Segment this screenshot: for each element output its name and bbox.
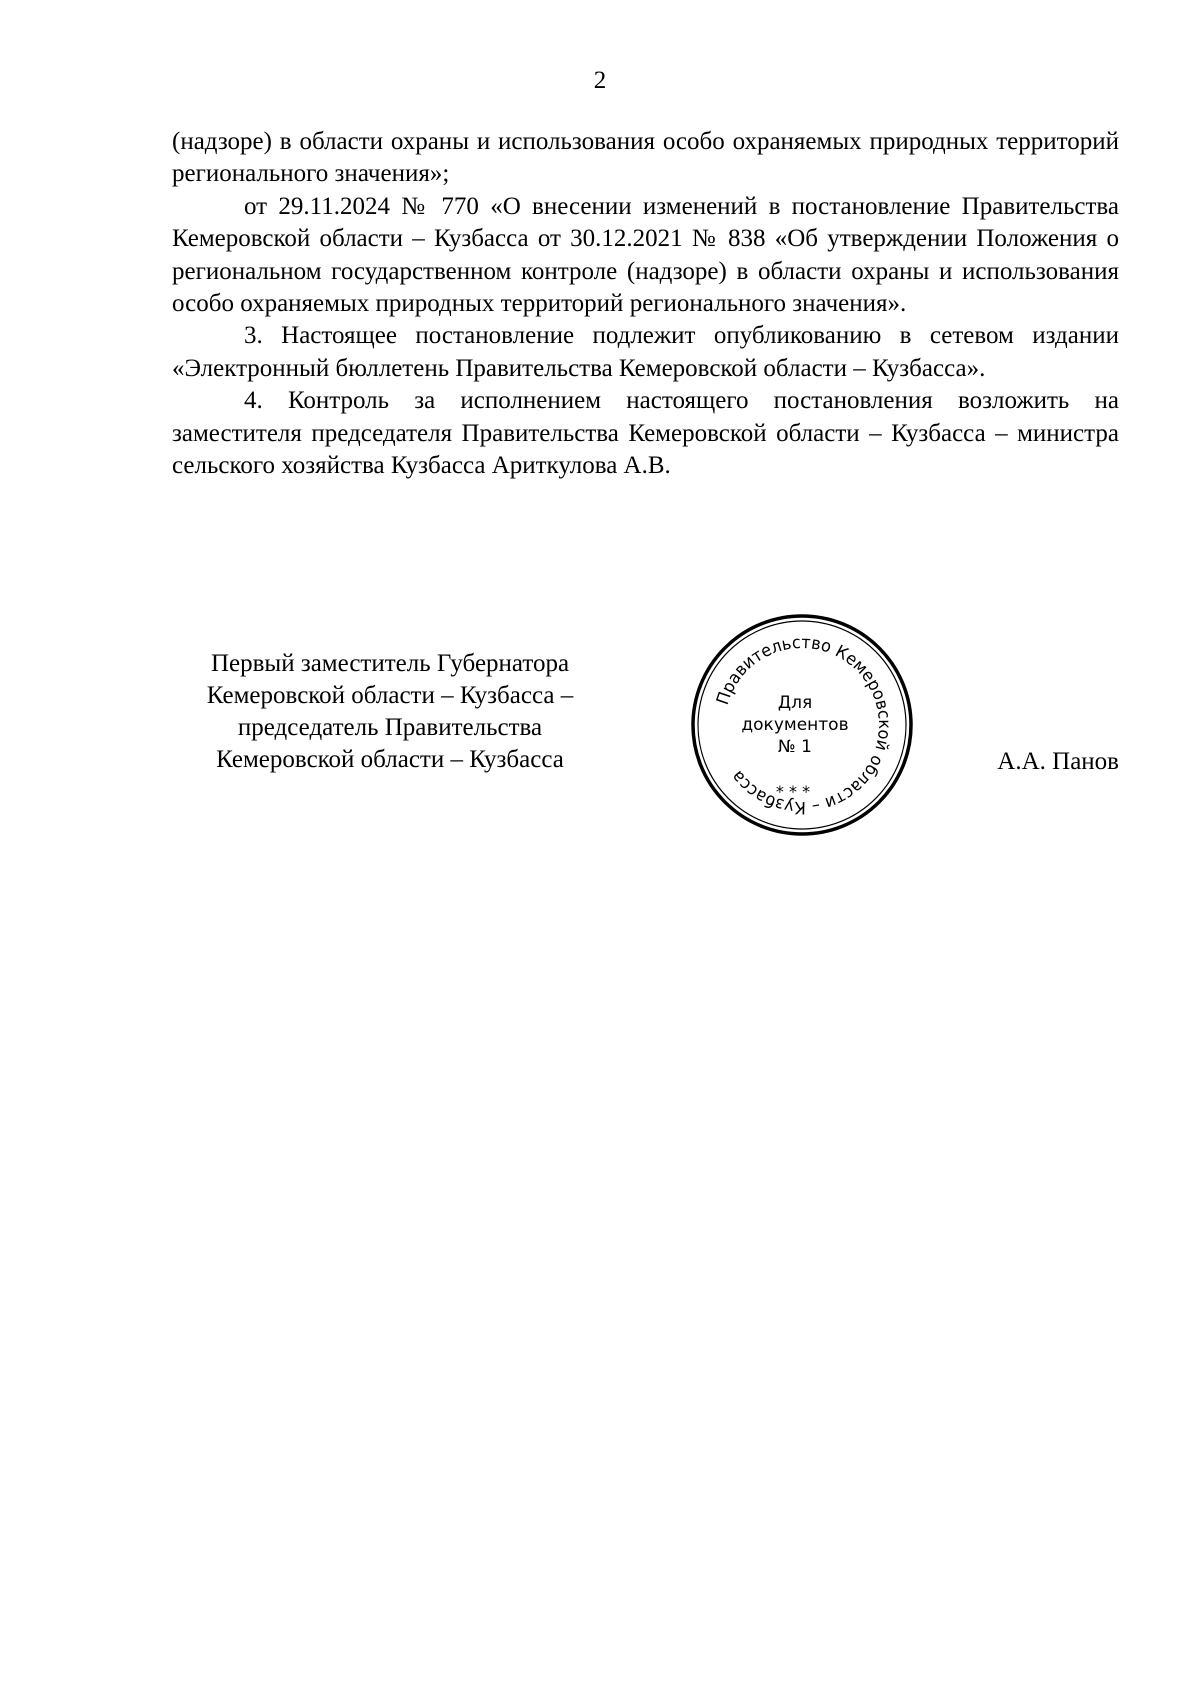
paragraph-item-3: 3. Настоящее постановление подлежит опубликованию в сетевом издании «Электронный бюллетень Правительства Кемеровской области – Кузбасса». (172, 322, 1119, 382)
signatory-title (160, 648, 620, 776)
signatory-title-line: Кемеровской области – Кузбасса – (206, 682, 574, 709)
signatory-title-line: председатель Правительства (237, 714, 543, 741)
signatory-name: А.А. Панов (997, 748, 1119, 775)
signatory-title-line: Кемеровской области – Кузбасса (216, 746, 564, 773)
seal-graphic (687, 610, 917, 840)
seal-center-line: Для (777, 693, 813, 713)
seal-ring-text: Правительство Кемеровской области – Кузбасса (713, 632, 895, 818)
document-body (172, 126, 1119, 482)
paragraph-continuation: (надзоре) в области охраны и использования особо охраняемых природных территорий регионального значения»; (172, 128, 1119, 188)
page-number: 2 (593, 67, 607, 94)
official-seal-stamp (687, 610, 917, 840)
seal-center-line: документов (741, 715, 849, 735)
paragraph-amendment-reference: от 29.11.2024 № 770 «О внесении изменений в постановление Правительства Кемеровской области – Кузбасса от 30.12.2021 № 838 «Об утверждении Положения о региональном государственном контроле (надзоре) в области охраны и использования особо охраняемых природных территорий регионального значения». (172, 192, 1119, 318)
signatory-title-line: Первый заместитель Губернатора (210, 650, 570, 677)
seal-center-line: № 1 (778, 737, 812, 757)
paragraph-item-4: 4. Контроль за исполнением настоящего постановления возложить на заместителя председателя Правительства Кемеровской области – Кузбасса – министра сельского хозяйства Кузбасса Ариткулова А.В. (172, 387, 1119, 480)
seal-stars: * * * (775, 782, 811, 801)
